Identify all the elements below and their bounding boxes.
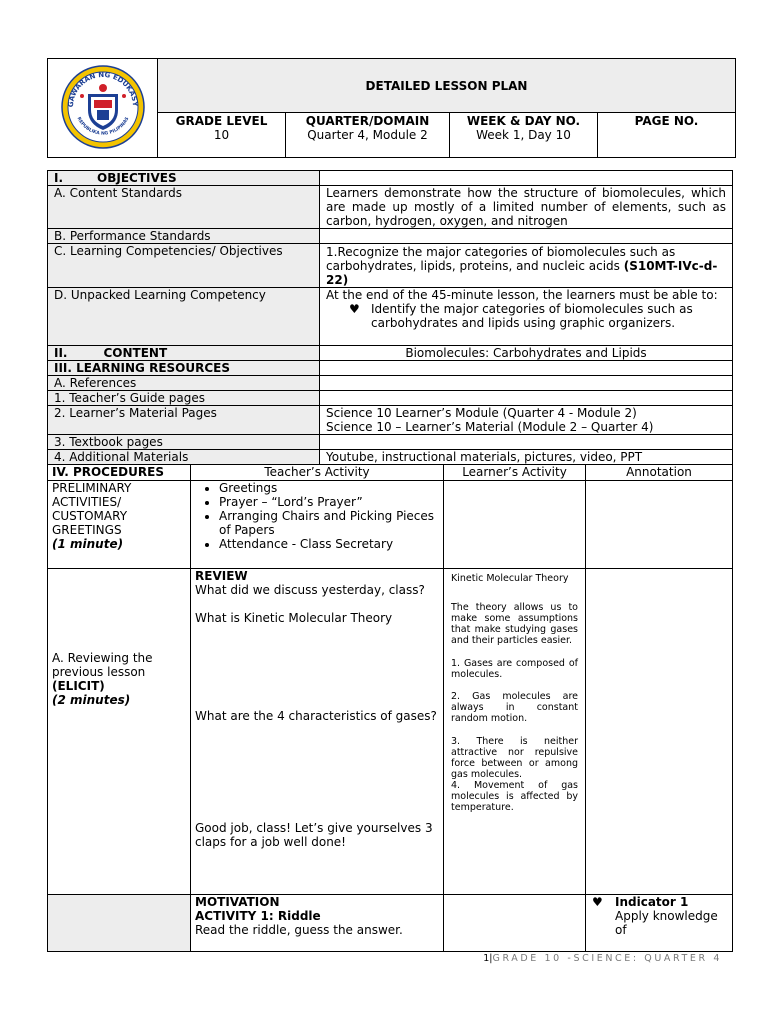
logo-cell bbox=[48, 59, 158, 158]
activity-title: ACTIVITY 1: Riddle bbox=[195, 909, 321, 923]
performance-standards-label: B. Performance Standards bbox=[48, 229, 320, 244]
annotation-header: Annotation bbox=[586, 465, 733, 481]
page-number: 1 bbox=[483, 953, 490, 964]
grade-level-label: GRADE LEVEL bbox=[175, 114, 268, 128]
quarter-value: Quarter 4, Module 2 bbox=[307, 128, 428, 142]
week-day-cell bbox=[450, 113, 598, 158]
deped-seal-icon bbox=[60, 64, 146, 150]
teachers-guide-label: 1. Teacher’s Guide pages bbox=[48, 391, 320, 406]
heart-bullet-icon: ♥ bbox=[349, 302, 360, 316]
content-value: Biomolecules: Carbohydrates and Lipids bbox=[320, 346, 733, 361]
review-learner-activity: Kinetic Molecular Theory The theory allows us to make some assumptions that make studying gases and their particles easier. 1. Gases are composed of molecules. 2. Gas molecules are always in constant random motion. 3. There is neither attractive nor repulsive force between or among gas molecules. 4. Movement of gas molecules is affected by temperature. bbox=[444, 569, 586, 895]
additional-materials-value: Youtube, instructional materials, pictures, video, PPT bbox=[320, 450, 733, 465]
week-day-label: WEEK & DAY NO. bbox=[466, 114, 581, 128]
footer-text: GRADE 10 -SCIENCE: QUARTER 4 bbox=[492, 953, 722, 964]
learner-activity-header: Learner’s Activity bbox=[444, 465, 586, 481]
quarter-label: QUARTER/DOMAIN bbox=[305, 114, 430, 128]
learners-material-value: Science 10 Learner’s Module (Quarter 4 - Module 2) Science 10 – Learner’s Material (Module 2 – Quarter 4) bbox=[320, 406, 733, 435]
list-item: • Attendance - Class Secretary bbox=[219, 537, 439, 551]
motivation-heading: MOTIVATION bbox=[195, 895, 280, 909]
references-label: A. References bbox=[48, 376, 320, 391]
page-no-label: PAGE NO. bbox=[634, 114, 699, 128]
motivation-annotation bbox=[586, 895, 733, 952]
competencies-value: 1.Recognize the major categories of biomolecules such as carbohydrates, lipids, proteins, and nucleic acids (S10MT-IVc-d-22) bbox=[320, 244, 733, 288]
reviewing-lesson-label: A. Reviewing the previous lesson (ELICIT) (2 minutes) bbox=[48, 569, 191, 895]
grade-level-value: 10 bbox=[213, 128, 230, 142]
competency-code: (S10MT-IVc-d-22) bbox=[326, 259, 718, 287]
indicator-label: Indicator 1 bbox=[615, 895, 689, 909]
procedures-heading: IV. PROCEDURES bbox=[48, 465, 191, 481]
page-footer: 1|GRADE 10 -SCIENCE: QUARTER 4 bbox=[483, 953, 722, 964]
additional-materials-label: 4. Additional Materials bbox=[48, 450, 320, 465]
preliminary-activities-list bbox=[191, 481, 444, 569]
motivation-teacher-activity bbox=[191, 895, 444, 952]
list-item: • Prayer – “Lord’s Prayer” bbox=[219, 495, 439, 509]
svg-text:KAGAWARAN NG EDUKASYON: GAWARAN NG EDUKASY bbox=[66, 70, 139, 108]
content-standards-label: A. Content Standards bbox=[48, 186, 320, 229]
objectives-table bbox=[47, 170, 733, 465]
review-question-2: What is Kinetic Molecular Theory bbox=[195, 611, 393, 625]
grade-level-cell bbox=[158, 113, 286, 158]
list-item: ♥ Identify the major categories of biomolecules such as carbohydrates and lipids using graphic organizers. bbox=[349, 302, 693, 330]
heart-bullet-icon: ♥ bbox=[592, 895, 603, 909]
review-closing: Good job, class! Let’s give yourselves 3 claps for a job well done! bbox=[195, 821, 433, 849]
page-no-cell bbox=[598, 113, 736, 158]
content-heading: II. CONTENT bbox=[48, 346, 320, 361]
teacher-activity-header: Teacher’s Activity bbox=[191, 465, 444, 481]
unpacked-competency-value: At the end of the 45-minute lesson, the learners must be able to: ♥ Identify the major categories of biomolecules such as carbohydrates and lipids using graphic organizers. bbox=[320, 288, 733, 346]
indicator-text: Apply knowledge of bbox=[615, 909, 718, 937]
procedures-table bbox=[47, 464, 733, 952]
review-question-3: What are the 4 characteristics of gases? bbox=[195, 709, 437, 723]
svg-text:REPUBLIKA NG PILIPINAS: REPUBLIKA NG PILIPINAS bbox=[75, 116, 130, 137]
review-teacher-activity bbox=[191, 569, 444, 895]
preliminary-activities-label: PRELIMINARY ACTIVITIES/ CUSTOMARY GREETINGS (1 minute) bbox=[48, 481, 191, 569]
header-table bbox=[47, 58, 736, 158]
week-day-value: Week 1, Day 10 bbox=[476, 128, 571, 142]
list-item: • Arranging Chairs and Picking Pieces of Papers bbox=[219, 509, 439, 537]
learners-material-label: 2. Learner’s Material Pages bbox=[48, 406, 320, 435]
activity-instructions: Read the riddle, guess the answer. bbox=[195, 923, 403, 937]
learning-resources-heading: III. LEARNING RESOURCES bbox=[48, 361, 320, 376]
objectives-heading: I. OBJECTIVES bbox=[48, 171, 320, 186]
textbook-pages-label: 3. Textbook pages bbox=[48, 435, 320, 450]
review-question-1: What did we discuss yesterday, class? bbox=[195, 583, 425, 597]
content-standards-value: Learners demonstrate how the structure of biomolecules, which are made up mostly of a limited number of elements, such as carbon, hydrogen, oxygen, and nitrogen bbox=[320, 186, 733, 229]
competencies-label: C. Learning Competencies/ Objectives bbox=[48, 244, 320, 288]
quarter-cell bbox=[286, 113, 450, 158]
unpacked-competency-label: D. Unpacked Learning Competency bbox=[48, 288, 320, 346]
list-item: • Greetings bbox=[219, 481, 439, 495]
review-heading: REVIEW bbox=[195, 569, 248, 583]
document-title: DETAILED LESSON PLAN bbox=[158, 59, 736, 113]
